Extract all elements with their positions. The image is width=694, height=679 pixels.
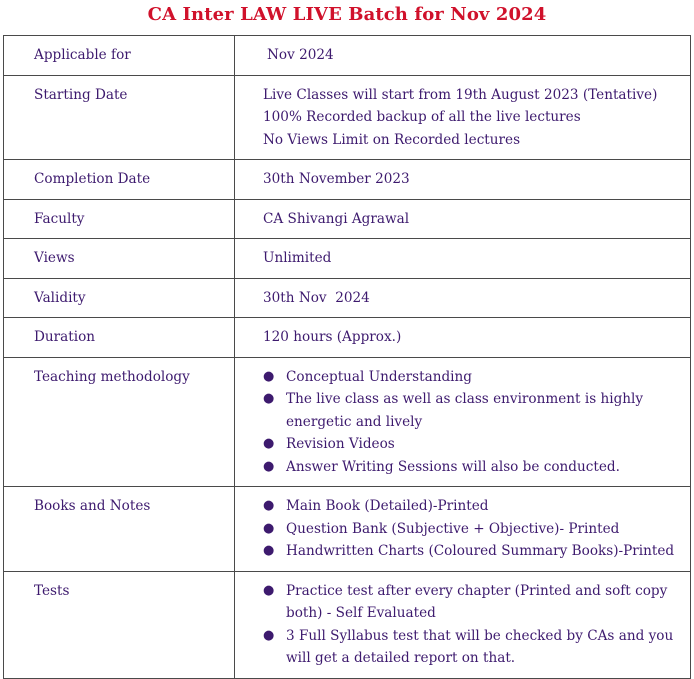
list-item [263, 625, 682, 670]
label-completion-date: Completion Date [4, 160, 235, 200]
list-item [263, 495, 682, 518]
duration-text: 120 hours (Approx.) [263, 329, 402, 345]
starting-date-line: 100% Recorded backup of all the live lectures [263, 109, 581, 125]
value-views [235, 239, 691, 279]
list-item [263, 388, 682, 433]
list-item-text: Answer Writing Sessions will also be conducted. [286, 458, 620, 475]
row-tests [4, 571, 691, 678]
list-item-text: Practice test after every chapter (Printed and soft copy both) - Self Evaluated [286, 582, 668, 621]
row-applicable-for [4, 36, 691, 76]
row-teaching-methodology [4, 357, 691, 487]
teaching-methodology-list [263, 366, 682, 479]
value-completion-date [235, 160, 691, 200]
page-title: CA Inter LAW LIVE Batch for Nov 2024 [147, 4, 547, 25]
bullet-icon: ● [263, 391, 275, 406]
row-duration [4, 318, 691, 358]
bullet-icon: ● [263, 436, 275, 451]
value-starting-date [235, 75, 691, 160]
views-text: Unlimited [263, 250, 332, 266]
validity-text: 30th Nov 2024 [263, 289, 370, 306]
bullet-icon: ● [263, 498, 275, 513]
list-item-text: Handwritten Charts (Coloured Summary Books)-Printed [286, 543, 675, 559]
faculty-text: CA Shivangi Agrawal [263, 210, 410, 227]
list-item [263, 518, 682, 541]
label-starting-date: Starting Date [4, 75, 235, 160]
bullet-icon: ● [263, 627, 275, 643]
bullet-icon: ● [263, 582, 275, 598]
label-tests: Tests [4, 571, 235, 678]
value-books-and-notes [235, 487, 691, 572]
row-books-and-notes [4, 487, 691, 572]
label-views: Views [4, 239, 235, 279]
value-teaching-methodology [235, 357, 691, 487]
starting-date-line: No Views Limit on Recorded lectures [263, 131, 521, 148]
value-duration [235, 318, 691, 358]
bullet-icon: ● [263, 520, 275, 536]
value-validity [235, 278, 691, 318]
bullet-icon: ● [263, 368, 275, 384]
list-item [263, 580, 682, 625]
label-teaching-methodology: Teaching methodology [4, 357, 235, 487]
list-item-text: Main Book (Detailed)-Printed [286, 498, 489, 514]
value-faculty [235, 199, 691, 239]
value-applicable-for [235, 36, 691, 76]
row-views [4, 239, 691, 279]
list-item-text: Conceptual Understanding [286, 368, 472, 385]
bullet-icon: ● [263, 543, 275, 558]
books-and-notes-list [263, 495, 682, 563]
row-completion-date [4, 160, 691, 200]
value-tests [235, 571, 691, 678]
label-books-and-notes: Books and Notes [4, 487, 235, 572]
bullet-icon: ● [263, 458, 275, 474]
completion-date-text: 30th November 2023 [263, 171, 410, 187]
list-item-text: Revision Videos [286, 436, 395, 452]
tests-list [263, 580, 682, 670]
row-starting-date [4, 75, 691, 160]
applicable-for-text: Nov 2024 [267, 47, 334, 63]
row-faculty [4, 199, 691, 239]
list-item-text: The live class as well as class environment is highly energetic and lively [286, 391, 644, 430]
label-duration: Duration [4, 318, 235, 358]
list-item [263, 366, 682, 389]
list-item [263, 433, 682, 456]
batch-details-table [3, 35, 691, 679]
label-validity: Validity [4, 278, 235, 318]
row-validity [4, 278, 691, 318]
list-item [263, 540, 682, 563]
label-faculty: Faculty [4, 199, 235, 239]
list-item-text: Question Bank (Subjective + Objective)- Printed [286, 520, 620, 537]
list-item-text: 3 Full Syllabus test that will be checked by CAs and you will get a detailed report on that. [286, 627, 674, 666]
label-applicable-for: Applicable for [4, 36, 235, 76]
list-item [263, 456, 682, 479]
starting-date-line: Live Classes will start from 19th August 2023 (Tentative) [263, 86, 658, 103]
